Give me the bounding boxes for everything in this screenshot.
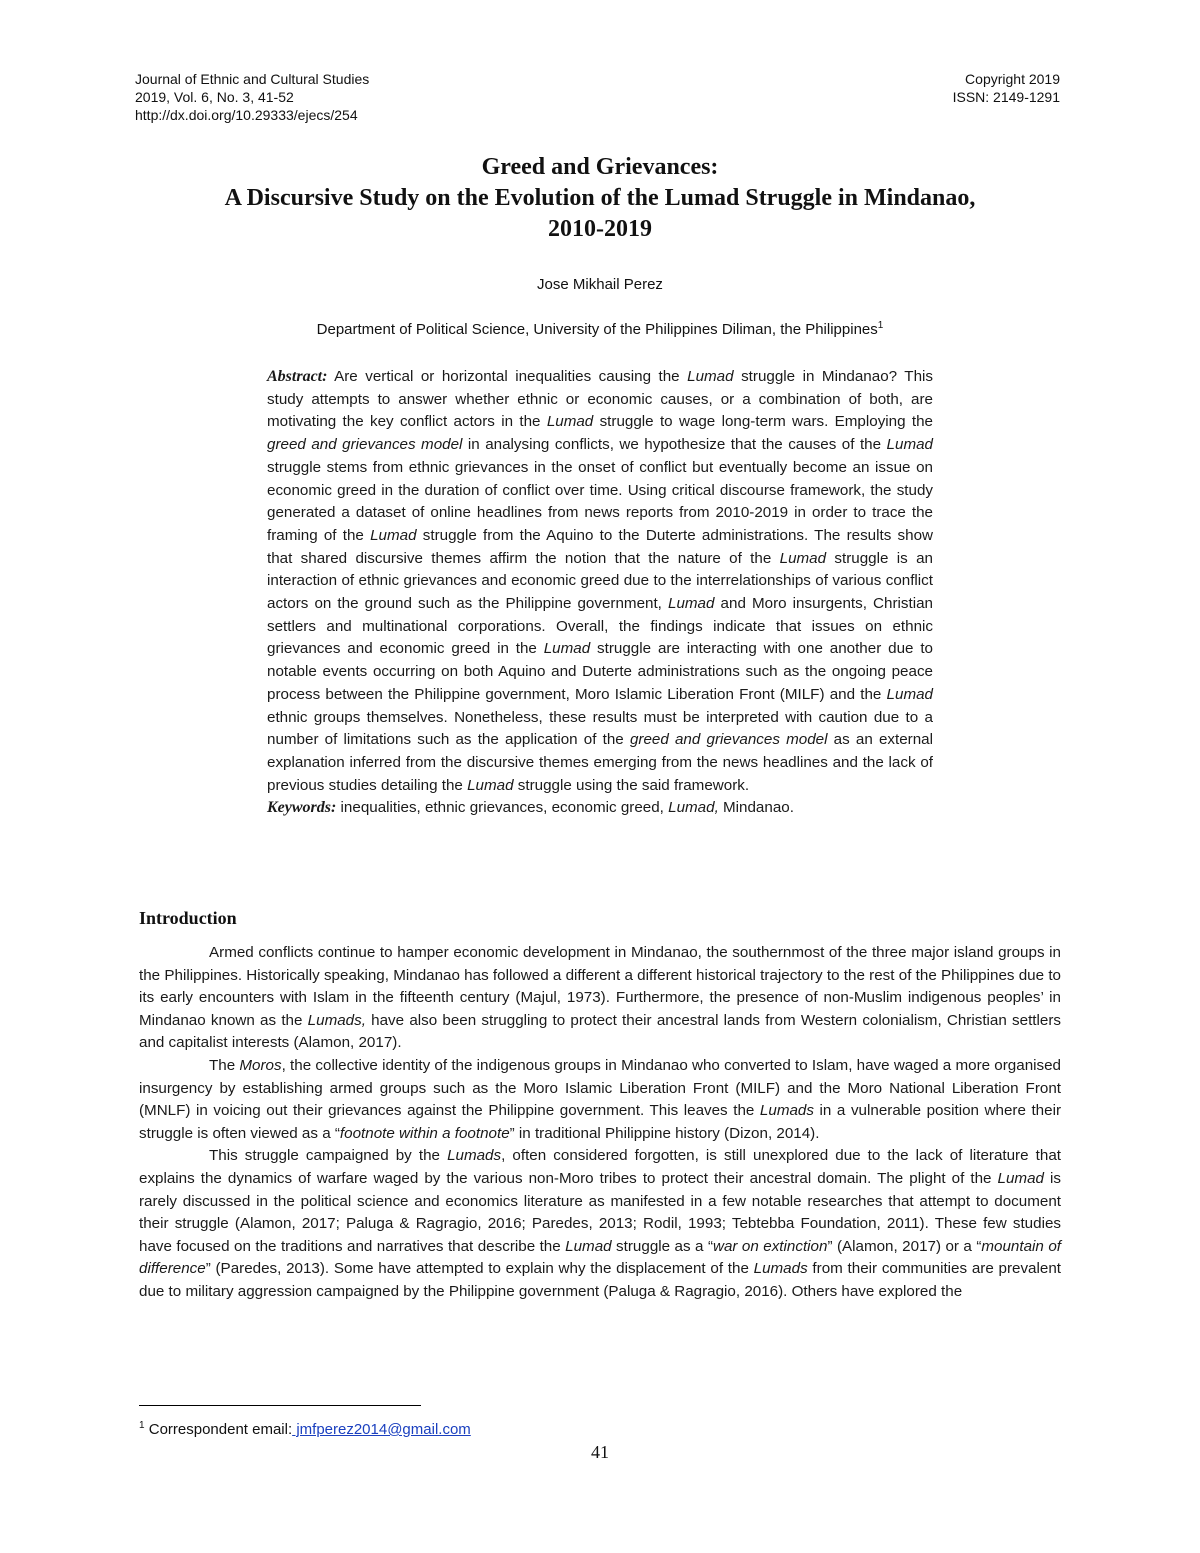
text-run: , often considered forgotten, is still unexplored due to the lack of literature that explains the dynamics of warfare waged by the various non-Moro tribes to protect their ancestral domain. The plight of the — [139, 1147, 1061, 1187]
abstract-text — [267, 368, 933, 794]
text-run: struggle using the said framework. — [513, 776, 750, 794]
text-run: struggle from the Aquino to the Duterte administrations. The results show that shared discursive themes affirm the notion that the nature of the — [267, 526, 933, 567]
text-run: from their communities are prevalent due to military aggression campaigned by the Philippine government (Paluga & Ragragio, 2016). Others have explored the — [139, 1260, 1061, 1300]
italic-term: Lumad — [886, 436, 933, 454]
footnote — [139, 1420, 471, 1438]
text-run: in analysing conflicts, we hypothesize that the causes of the — [462, 436, 887, 454]
email-link[interactable]: jmfperez2014@gmail.com — [292, 1421, 471, 1438]
author-name: Jose Mikhail Perez — [537, 276, 663, 293]
text-run: ” (Paredes, 2013). Some have attempted to explain why the displacement of the — [205, 1260, 754, 1278]
body-paragraph — [139, 1145, 1061, 1303]
title-line: Greed and Grievances: — [481, 154, 719, 180]
journal-header — [135, 70, 369, 124]
italic-term: Lumad — [779, 549, 827, 567]
affiliation-text: Department of Political Science, University of the Philippines Diliman, the Philippines — [316, 321, 878, 338]
introduction-body — [139, 942, 1061, 1304]
italic-term: Lumad — [886, 685, 933, 703]
italic-term: Lumads — [447, 1147, 502, 1165]
italic-term: Lumad — [668, 595, 715, 613]
keywords-text — [336, 799, 794, 816]
text-run: ” in traditional Philippine history (Dizon, 2014). — [509, 1124, 820, 1142]
text-run: struggle are interacting with one another due to notable events occurring on both Aquino and Duterte administrations such as the ongoing peace process between the Philippine government, Moro Islamic Liberation Front (MILF) and the — [267, 640, 933, 703]
italic-term: Moros — [239, 1056, 282, 1074]
italic-term: Lumad — [467, 776, 514, 794]
text-run: inequalities, ethnic grievances, economic greed, — [336, 799, 669, 817]
italic-term: Lumads — [753, 1260, 808, 1278]
title-line: 2010-2019 — [548, 216, 652, 242]
italic-term: Lumad — [687, 368, 734, 385]
abstract-label: Abstract: — [267, 368, 328, 385]
text-run: struggle as a “ — [611, 1237, 713, 1255]
text-run: This struggle campaigned by the — [209, 1147, 448, 1165]
italic-term: Lumad — [370, 526, 417, 544]
italic-term: Lumad — [997, 1169, 1044, 1187]
italic-term: mountain of difference — [139, 1237, 1061, 1278]
journal-issue: 2019, Vol. 6, No. 3, 41-52 — [135, 89, 294, 105]
footnote-label: Correspondent email: — [148, 1421, 293, 1438]
italic-term: Lumad — [543, 640, 591, 658]
section-heading: Introduction — [139, 908, 237, 928]
italic-term: greed and grievances model — [629, 731, 828, 749]
text-run: have also been struggling to protect their ancestral lands from Western colonialism, Christian settlers and capitalist interests (Alamon, 2017). — [139, 1011, 1061, 1052]
copyright-header — [953, 70, 1060, 106]
footnote-number: 1 — [139, 1420, 145, 1431]
text-run: ” (Alamon, 2017) or a “ — [827, 1237, 982, 1255]
page-number: 41 — [591, 1442, 609, 1462]
text-run: struggle to wage long-term wars. Employing the — [593, 413, 934, 431]
text-run: as an external explanation inferred from the discursive themes emerging from the news headlines and the lack of previous studies detailing the — [267, 731, 934, 794]
body-paragraph — [139, 1055, 1061, 1145]
abstract-paragraph — [267, 366, 933, 797]
text-run: struggle stems from ethnic grievances in the onset of conflict but eventually become an issue on economic greed in the duration of conflict over time. Using critical discourse framework, the study generated a dataset of online headlines from news reports from 2010-2019 in order to trace the framing of the — [267, 458, 933, 544]
text-run: The — [209, 1056, 240, 1074]
italic-term: greed and grievances model — [267, 436, 463, 454]
italic-term: footnote within a footnote — [339, 1124, 510, 1142]
text-run: struggle is an interaction of ethnic grievances and economic greed due to the interrelationships of various conflict actors on the ground such as the Philippine government, — [267, 549, 933, 613]
italic-term: Lumad — [546, 413, 594, 431]
text-run: , the collective identity of the indigenous groups in Mindanao who converted to Islam, have waged a more organised insurgency by establishing armed groups such as the Moro Islamic Liberation Front (MILF) and the Moro National Liberation Front (MNLF) in voicing out their grievances against the Philippine government. This leaves the — [139, 1056, 1062, 1120]
footnote-marker: 1 — [877, 320, 884, 331]
journal-doi: http://dx.doi.org/10.29333/ejecs/254 — [135, 107, 358, 123]
italic-term: war on extinction — [713, 1237, 828, 1255]
paper-title — [120, 152, 1080, 245]
italic-term: Lumads — [759, 1102, 814, 1120]
text-run: and Moro insurgents, Christian settlers and multinational corporations. Overall, the findings indicate that issues on ethnic grievances and economic greed in the — [267, 595, 933, 658]
abstract — [267, 366, 933, 820]
text-run: ethnic groups themselves. Nonetheless, these results must be interpreted with caution due to a number of limitations such as the application of the — [267, 708, 933, 749]
journal-name: Journal of Ethnic and Cultural Studies — [135, 71, 370, 87]
copyright: Copyright 2019 — [965, 71, 1060, 87]
title-line: A Discursive Study on the Evolution of the Lumad Struggle in Mindanao, — [224, 185, 976, 211]
text-run: Mindanao. — [718, 799, 794, 817]
italic-term: Lumad — [565, 1237, 612, 1255]
italic-term: Lumad, — [668, 799, 719, 817]
keywords-label: Keywords: — [267, 799, 337, 817]
italic-term: Lumads, — [307, 1011, 366, 1029]
issn: ISSN: 2149-1291 — [952, 89, 1060, 105]
text-run: Are vertical or horizontal inequalities causing the — [327, 368, 688, 385]
text-run: is rarely discussed in the political science and economics literature as manifested in a few notable researches that attempt to document their struggle (Alamon, 2017; Paluga & Ragragio, 2016; Paredes, 2013; Rodil, 1993; Tebtebba Foundation, 2011). These few studies have focused on the traditions and narratives that describe the — [139, 1169, 1061, 1255]
footnote-divider — [139, 1405, 421, 1406]
keywords — [267, 797, 933, 820]
text-run: struggle in Mindanao? This study attempts to answer whether ethnic or economic causes, or a combination of both, are motivating the key conflict actors in the — [267, 368, 933, 431]
text-run: in a vulnerable position where their struggle is often viewed as a “ — [139, 1102, 1062, 1142]
affiliation — [0, 320, 1200, 338]
text-run: Armed conflicts continue to hamper economic development in Mindanao, the southernmost of the three major island groups in the Philippines. Historically speaking, Mindanao has followed a different a different historical trajectory to the rest of the Philippines due to its early encounters with Islam in the fifteenth century (Majul, 1973). Furthermore, the presence of non-Muslim indigenous peoples’ in Mindanao known as the — [139, 944, 1061, 1029]
body-paragraph — [139, 942, 1061, 1055]
